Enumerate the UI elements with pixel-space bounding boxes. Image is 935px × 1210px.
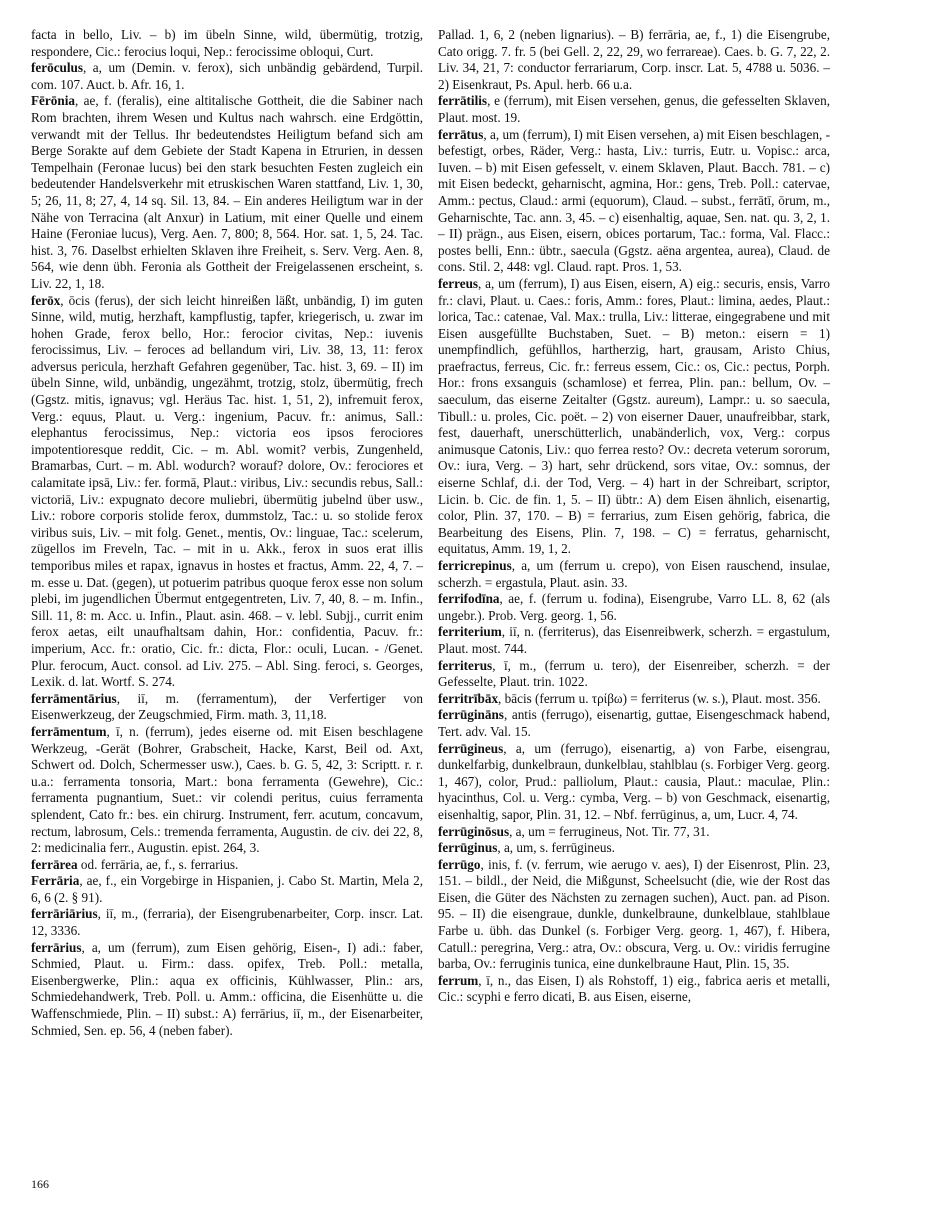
dictionary-entry	[31, 27, 423, 60]
entry-headword: Ferrāria	[31, 873, 80, 889]
entry-body: , ī, n., das Eisen, I) als Rohstoff, 1) eig., fabrica aeris et metalli, Cic.: scyphi e ferro dicati, B. aus Eisen, eiserne,	[438, 972, 830, 1005]
entry-headword: ferrāmentārius	[31, 690, 117, 706]
entry-body: od. ferrāria, ae, f., s. ferrarius.	[77, 856, 239, 872]
entry-headword: ferreus	[438, 275, 479, 291]
entry-body: , ae, f. (ferrum u. fodina), Eisengrube, Varro LL. 8, 62 (als ungebr.). Prob. Verg. georg. 1, 56.	[438, 591, 830, 623]
entry-headword: ferrūgineus	[438, 740, 504, 756]
dictionary-entry	[31, 857, 423, 874]
dictionary-entry	[31, 293, 423, 691]
dictionary-entry	[438, 973, 830, 1006]
right-column	[438, 27, 830, 1006]
dictionary-entry	[438, 658, 830, 691]
entry-body: facta in bello, Liv. – b) im übeln Sinne, wild, übermütig, trotzig, respondere, Cic.: ferocius loqui, Nep.: ferocissime obloqui, Curt.	[31, 27, 423, 59]
entry-headword: ferriterus	[438, 657, 493, 673]
dictionary-entry	[438, 691, 830, 708]
entry-body: , inis, f. (v. ferrum, wie aerugo v. aes), I) der Eisenrost, Plin. 23, 151. – bildl., der Neid, die Mißgunst, Scheelsucht (die, wie der Rost das Eisen, die Güter des Nächsten zu zernagen suchen), Auct. pan. ad Pison. 95. – II) die eisengraue, dunkle, dunkelbraune, dunkelblaue, stahlblaue Farbe u. übh. das Dunkel (s. Forbiger Verg. georg. 1, 467), f. Hibera, Catull.: peregrina, Verg.: atra, Ov.: obscura, Verg. u. Ov.: viridis ferrugine barba, Ov.: ferruginis tunica, eine dunkelbraune Haut, Plin. 15, 35.	[438, 856, 830, 972]
left-column	[31, 27, 423, 1039]
entry-headword: Fērōnia	[31, 93, 75, 109]
entry-body: Pallad. 1, 6, 2 (neben lignarius). – B) ferrāria, ae, f., 1) die Eisengrube, Cato origg. 7. fr. 5 (bei Gell. 2, 22, 29, wo ferrareae). Caes. b. G. 7, 22, 2. Liv. 34, 21, 7: conductor ferrariarum, Corp. inscr. Lat. 5, 4788 u. 5036. – 2) Eisenkraut, Ps. Apul. herb. 66 u.a.	[438, 27, 830, 92]
entry-body: , ae, f. (feralis), eine altitalische Gottheit, die die Sabiner nach Rom brachten, ihrem Wesen und Kultus nach wahrsch. eine Erdgöttin, verwandt mit der Tellus. Ihr bedeutendstes Heiligtum befand sich am Berge Sorakte auf dem Gebiete der Stadt Kapena in Etrurien, in dessen Tempelhain (Feronae lucus) bei den stark besuchten Festen zugleich ein bedeutender Handelsverkehr mit etruskischen Waren stattfand, Liv. 1, 30, 5; 26, 11, 8; 27, 4, 14 sq. Sil. 13, 84. – Ein anderes Heiligtum war in der Nähe von Terracina (alt Anxur) in Latium, mit einer Quelle und einem Haine (Feroniae lucus), Verg. Aen. 7, 800; 8, 564. Hor. sat. 1, 5, 24. Tac. hist. 3, 76. Daselbst erhielten Sklaven ihre Freiheit, s. Serv. Verg. Aen. 8, 564, wie denn übh. Feronia als Gottheit der Freigelassenen erscheint, s. Liv. 22, 1, 18.	[31, 93, 423, 291]
entry-headword: ferrāriārius	[31, 906, 98, 922]
entry-headword: ferrifodīna	[438, 591, 500, 607]
entry-body: , a, um (Demin. v. ferox), sich unbändig gebärdend, Turpil. com. 107. Auct. b. Afr. 16, 1.	[31, 60, 423, 92]
dictionary-entry	[31, 940, 423, 1040]
entry-body: , bācis (ferrum u. τρίβω) = ferriterus (w. s.), Plaut. most. 356.	[498, 690, 821, 706]
dictionary-entry	[31, 724, 423, 857]
entry-body: , a, um = ferrugineus, Not. Tir. 77, 31.	[509, 823, 710, 839]
entry-headword: ferrūgināns	[438, 707, 504, 723]
entry-headword: ferrūginōsus	[438, 823, 510, 839]
dictionary-entry	[438, 27, 830, 93]
entry-headword: ferrātilis	[438, 93, 488, 109]
entry-headword: ferōx	[31, 292, 61, 308]
entry-headword: ferōculus	[31, 60, 84, 76]
entry-body: , iī, m. (ferramentum), der Verfertiger von Eisenwerkzeug, der Zeugschmied, Firm. math. 3, 11,18.	[31, 690, 423, 723]
entry-body: , ī, n. (ferrum), jedes eiserne od. mit Eisen beschlagene Werkzeug, -Gerät (Bohrer, Grabscheit, Hacke, Karst, Beil od. Axt, Schwert od. Dolch, Schermesser usw.), Caes. b. G. 5, 42, 3: Scriptt. r. r. u.a.: ferramenta tonsoria, Mart.: bona ferramenta (Gewehre), Cic.: ferramenta pugnantium, Suet.: vir colendi peritus, cuius ferramenta splendent, Cato fr.: bes. ein chirurg. Instrument, ferr. acutum, concavum, rectum, labrosum, Cels.: tremenda ferramenta, Augustin. de civ. dei 22, 8, 2: medicinalia ferr., Augustin. epist. 264, 3.	[31, 723, 423, 856]
entry-headword: ferrum	[438, 972, 479, 988]
entry-headword: ferritrībāx	[438, 690, 499, 706]
entry-headword: ferricrepinus	[438, 558, 512, 573]
entry-body: , a, um (ferrum), I) aus Eisen, eisern, A) eig.: securis, ensis, Varro fr.: clavi, Plaut. u. Caes.: foris, Amm.: fores, Plaut.: limina, aedes, Plaut.: lorica, Tac.: catenae, Val. Max.: trulla, Liv.: litterae, eingegrabene und mit Eisen ausgefüllte Buchstaben, Suet. – B) meton.: eisern = 1) unempfindlich, gefühllos, hartherzig, hart, grausam, Aristo Chius, praefractus, ferreus, Cic. fr.: ferreus essem, Cic.: os, Cic.: pectus, Porph. Hor.: frons exsanguis (schamlose) et ferrea, Plin. pan.: bellum, Ov. – saeculum, das eiserne Zeitalter (Ggstz. aureum), Lampr.: u. so saecula, Tibull.: u. proles, Cic. poët. – 2) von eiserner Dauer, unaufreibbar, stark, fest, dauerhaft, unerschütterlich, unabänderlich, vox, Verg.: corpus animusque Catonis, Liv.: quo ferrea resto? Ov.: decreta veterum sororum, Ov.: iura, Verg. – 3) hart, sehr drückend, sors vitae, Ov.: somnus, der eiserne Schlaf, d.i. der Tod, Verg. – 4) hart in der Schreibart, scriptor, Licin. b. Cic. de fin. 1, 5. – II) übtr.: A) dem Eisen ähnlich, eisenartig, color, Plin. 37, 170. – B) = ferrarius, zum Eisen gehörig, fabrica, die Bearbeitung des Eisens, Plin. 7, 198. – C) = ferratus, geharnischt, equitatus, Amm. 19, 1, 2.	[438, 275, 830, 557]
dictionary-entry	[438, 276, 830, 558]
dictionary-entry	[31, 906, 423, 939]
dictionary-entry	[438, 624, 830, 657]
dictionary-entry	[438, 741, 830, 824]
entry-body: , a, um (ferrum), I) mit Eisen versehen, a) mit Eisen beschlagen, -befestigt, orbes, Räder, Verg.: hasta, Liv.: turris, Eutr. u. Vopisc.: arca, Iuven. – b) mit Eisen gefesselt, v. einem Sklaven, Plaut. Bacch. 781. – c) mit Eisen bedeckt, geharnischt, agmina, Hor.: gens, Treb. Poll.: catervae, Amm.: pectus, Claud.: armi (equorum), Claud. – subst., ferrātī, ōrum, m., Geharnischte, Tac. ann. 3, 45. – c) eisenhaltig, aquae, Sen. nat. qu. 3, 2, 1. – II) prägn., aus Eisen, eisern, obices portarum, Tac.: forma, Val. Flacc.: postes belli, Enn.: übtr., saecula (Ggstz. aëna argentea, aurea), Claud. de cons. Stil. 2, 448: vgl. Claud. rapt. Pros. 1, 53.	[438, 126, 830, 275]
entry-body: , a, um (ferrugo), eisenartig, a) von Farbe, eisengrau, dunkelfarbig, dunkelbraun, dunkelblau, stahlblau (s. Forbiger Verg. georg. 1, 467), color, Prud.: palliolum, Plaut.: causia, Plaut.: maculae, Plin.: hyacinthus, Col. u. Verg.: cymba, Verg. – b) von Geschmack, eisenartig, eisenhaltig, sapor, Plin. 31, 12. – Nbf. ferrūginus, a, um, Lucr. 4, 74.	[438, 740, 830, 822]
entry-headword: ferrūginus	[438, 840, 498, 856]
entry-headword: ferrārius	[31, 939, 82, 955]
entry-body: , e (ferrum), mit Eisen versehen, genus, die gefesselten Sklaven, Plaut. most. 19.	[438, 93, 830, 125]
dictionary-entry	[438, 93, 830, 126]
dictionary-entry	[438, 707, 830, 740]
entry-headword: ferrārea	[31, 856, 78, 872]
entry-headword: ferriterium	[438, 624, 502, 640]
entry-headword: ferrūgo	[438, 856, 481, 872]
entry-body: , ī, m., (ferrum u. tero), der Eisenreiber, scherzh. = der Gefesselte, Plaut. trin. 1022.	[438, 657, 830, 690]
entry-headword: ferrāmentum	[31, 723, 107, 739]
dictionary-entry	[31, 93, 423, 292]
entry-body: , iī, n. (ferriterus), das Eisenreibwerk, scherzh. = ergastulum, Plaut. most. 744.	[438, 624, 830, 656]
entry-body: , antis (ferrugo), eisenartig, guttae, Eisengeschmack habend, Tert. adv. Val. 15.	[438, 707, 830, 739]
dictionary-entry	[438, 127, 830, 276]
dictionary-entry	[438, 824, 830, 841]
entry-body: , iī, m., (ferraria), der Eisengrubenarbeiter, Corp. inscr. Lat. 12, 3336.	[31, 906, 423, 939]
dictionary-entry	[31, 60, 423, 93]
dictionary-entry	[438, 840, 830, 857]
entry-body: , a, um, s. ferrūgineus.	[497, 840, 615, 856]
entry-headword: ferrātus	[438, 126, 484, 142]
entry-body: , a, um (ferrum u. crepo), von Eisen rauschend, insulae, scherzh. = ergastula, Plaut. asin. 33.	[438, 558, 830, 590]
dictionary-entry	[438, 857, 830, 973]
dictionary-entry	[438, 558, 830, 591]
entry-body: , ōcis (ferus), der sich leicht hinreißen läßt, unbändig, I) im guten Sinne, wild, mutig, herzhaft, kampflustig, tapfer, kriegerisch, u. zwar im hohen Grade, ferox bello, Hor.: ferocior civitas, Nep.: iuvenis ferocissimus, Liv. – feroces ad bellandum viri, Liv. 38, 13, 11: ferox adversus pericula, herzhaft Gefahren gegenüber, Tac. hist. 3, 69. – II) im übeln Sinne, wild, unbändig, ungezähmt, trotzig, stolz, übermütig, frech (Ggstz. mitis, ignavus; vgl. Heräus Tac. hist. 1, 51, 2), infremuit ferox, Verg.: equus, Plaut. u. Verg.: ingenium, Pacuv. fr.: animus, Sall.: elephantus ferocissimus, Nep.: victoria eos ipsos ferociores impotentioresque reddit, Cic. – m. Abl. womit? verbis, Zungenheld, Bramarbas, Curt. – m. Abl. wodurch? worauf? dolore, Ov.: ferociores et calamitate ipsā, Liv.: fer. formā, Plaut.: viribus, Liv.: secundis rebus, Sall.: victoriā, Liv.: expugnato decore muliebri, übermütig jubelnd über usw., Liv.: robore corporis stolide ferox, dummstolz, Tac.: u. so stolide ferox viribus suis, Liv. – mit folg. Genet., mentis, Ov.: linguae, Tac.: scelerum, zügellos im Freveln, Tac. – mit in u. Akk., ferox in suos erat illis temporibus miles et rapax, ignavus in hostes et fractus, Amm. 22, 4, 7. – m. esse u. Dat. (gegen), ut potuerim patribus quoque ferox esse non solum plebi, im jugendlichen Übermut entgegentreten, Liv. 7, 40, 8. – m. Infin., Sill. 11, 8: m. Acc. u. Infin., Plaut. asin. 468. – v. lebl. Subjj., currit enim ferox aetas, eilt unaufhaltsam dahin, Hor.: confidentia, Pacuv. fr.: imperium, Acc. fr.: oratio, Cic. fr.: dicta, Flor.: oculi, Lucan. - /Genet. Plur. ferocum, Auct. consol. ad Liv. 275. – Abl. Sing. feroci, s. Georges, Lexik. d. lat. Wortf. S. 274.	[31, 292, 423, 690]
dictionary-entry	[31, 873, 423, 906]
entry-body: , ae, f., ein Vorgebirge in Hispanien, j. Cabo St. Martin, Mela 2, 6, 6 (2. § 91).	[31, 873, 423, 905]
page-number: 166	[31, 1177, 49, 1191]
dictionary-entry	[31, 691, 423, 724]
dictionary-entry	[438, 591, 830, 624]
entry-body: , a, um (ferrum), zum Eisen gehörig, Eisen-, I) adi.: faber, Schmied, Plaut. u. Firm.: dass. opifex, Treb. Poll.: metalla, Eisenbergwerke, Plin.: aqua ex officinis, Kühlwasser, Plin.: ars, Schmiedehandwerk, Treb. Poll. u. Amm.: officina, die Eisenhütte u. die Waffenschmiede, Plin. – II) subst.: A) ferrārius, iī, m., der Eisenarbeiter, Schmied, Sen. ep. 56, 4 (neben faber).	[31, 939, 423, 1038]
